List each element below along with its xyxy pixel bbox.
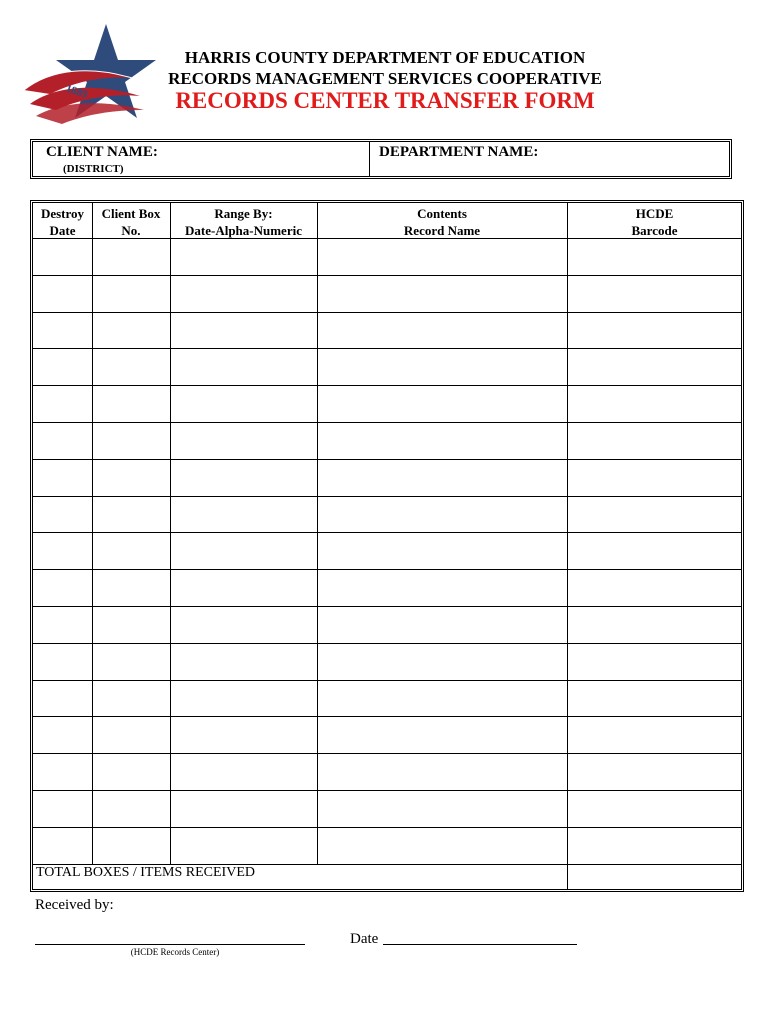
table-cell[interactable]: [567, 680, 741, 717]
table-cell[interactable]: [92, 827, 170, 864]
date-label: Date: [350, 931, 379, 947]
total-boxes-value-cell[interactable]: [567, 864, 741, 889]
table-cell[interactable]: [170, 532, 317, 569]
table-cell[interactable]: [170, 569, 317, 606]
table-cell[interactable]: [317, 606, 567, 643]
table-cell[interactable]: [33, 532, 92, 569]
table-cell[interactable]: [33, 385, 92, 422]
table-cell[interactable]: [33, 496, 92, 533]
table-cell[interactable]: [33, 827, 92, 864]
table-cell[interactable]: [33, 459, 92, 496]
table-cell[interactable]: [317, 385, 567, 422]
table-cell[interactable]: [567, 459, 741, 496]
table-cell[interactable]: [317, 680, 567, 717]
district-label: (DISTRICT): [63, 163, 124, 175]
table-cell[interactable]: [567, 348, 741, 385]
table-cell[interactable]: [567, 753, 741, 790]
table-cell[interactable]: [92, 459, 170, 496]
date-line[interactable]: [383, 944, 577, 945]
table-cell[interactable]: [567, 606, 741, 643]
table-cell[interactable]: [317, 643, 567, 680]
table-cell[interactable]: [170, 643, 317, 680]
hcde-logo: [22, 20, 162, 132]
col-header-barcode: HCDE Barcode: [631, 206, 678, 238]
table-cell[interactable]: [317, 790, 567, 827]
table-cell[interactable]: [170, 312, 317, 349]
table-cell[interactable]: [567, 532, 741, 569]
table-cell[interactable]: [567, 716, 741, 753]
table-cell[interactable]: [317, 312, 567, 349]
table-cell[interactable]: [567, 569, 741, 606]
records-table: [30, 200, 744, 892]
form-title: RECORDS CENTER TRANSFER FORM: [175, 88, 595, 113]
table-cell[interactable]: [92, 643, 170, 680]
signature-line[interactable]: [35, 944, 305, 945]
table-cell[interactable]: [33, 716, 92, 753]
table-cell[interactable]: [567, 312, 741, 349]
col-header-client-box: Client Box No.: [101, 206, 161, 238]
table-cell[interactable]: [33, 275, 92, 312]
table-cell[interactable]: [317, 496, 567, 533]
table-cell[interactable]: [170, 827, 317, 864]
table-cell[interactable]: [92, 496, 170, 533]
table-cell[interactable]: [92, 790, 170, 827]
col-header-destroy-date: Destroy Date: [40, 206, 85, 238]
department-name-label: DEPARTMENT NAME:: [379, 144, 539, 160]
table-cell[interactable]: [317, 716, 567, 753]
logo-year: 1889: [64, 82, 89, 101]
table-cell[interactable]: [92, 569, 170, 606]
client-divider: [369, 142, 370, 176]
table-cell[interactable]: [33, 312, 92, 349]
table-cell[interactable]: [317, 459, 567, 496]
table-cell[interactable]: [33, 753, 92, 790]
table-cell[interactable]: [567, 790, 741, 827]
table-cell[interactable]: [317, 348, 567, 385]
table-cell[interactable]: [317, 275, 567, 312]
table-cell[interactable]: [567, 385, 741, 422]
table-cell[interactable]: [92, 532, 170, 569]
table-cell[interactable]: [33, 606, 92, 643]
col-header-contents: Contents Record Name: [403, 206, 481, 238]
table-cell[interactable]: [567, 827, 741, 864]
table-cell[interactable]: [92, 422, 170, 459]
table-cell[interactable]: [317, 238, 567, 275]
records-center-caption: (HCDE Records Center): [130, 947, 220, 957]
table-cell[interactable]: [92, 275, 170, 312]
table-cell[interactable]: [170, 716, 317, 753]
org-name: HARRIS COUNTY DEPARTMENT OF EDUCATION: [184, 48, 586, 67]
table-cell[interactable]: [170, 275, 317, 312]
table-cell[interactable]: [33, 422, 92, 459]
table-cell[interactable]: [317, 827, 567, 864]
table-cell[interactable]: [567, 238, 741, 275]
star-ribbon-logo-icon: [22, 20, 162, 132]
table-cell[interactable]: [92, 680, 170, 717]
table-cell[interactable]: [33, 790, 92, 827]
table-cell[interactable]: [567, 422, 741, 459]
received-by-label: Received by:: [35, 897, 114, 913]
col-header-range-by: Range By: Date-Alpha-Numeric: [185, 206, 302, 238]
table-cell[interactable]: [567, 275, 741, 312]
table-cell[interactable]: [33, 569, 92, 606]
table-cell[interactable]: [170, 606, 317, 643]
table-cell[interactable]: [317, 532, 567, 569]
table-cell[interactable]: [92, 238, 170, 275]
table-cell[interactable]: [92, 385, 170, 422]
client-name-label: CLIENT NAME:: [46, 144, 158, 160]
table-cell[interactable]: [170, 459, 317, 496]
table-cell[interactable]: [92, 606, 170, 643]
table-cell[interactable]: [170, 348, 317, 385]
table-cell[interactable]: [92, 716, 170, 753]
table-cell[interactable]: [317, 569, 567, 606]
table-cell[interactable]: [170, 790, 317, 827]
table-cell[interactable]: [170, 680, 317, 717]
table-cell[interactable]: [567, 496, 741, 533]
table-cell[interactable]: [33, 643, 92, 680]
table-cell[interactable]: [567, 643, 741, 680]
table-cell[interactable]: [170, 496, 317, 533]
table-cell[interactable]: [33, 680, 92, 717]
table-cell[interactable]: [317, 753, 567, 790]
table-cell[interactable]: [170, 422, 317, 459]
table-cell[interactable]: [170, 753, 317, 790]
table-cell[interactable]: [170, 238, 317, 275]
table-cell[interactable]: [92, 312, 170, 349]
table-cell[interactable]: [33, 238, 92, 275]
client-info-box: [30, 139, 732, 179]
table-cell[interactable]: [92, 348, 170, 385]
table-cell[interactable]: [170, 385, 317, 422]
org-subname: RECORDS MANAGEMENT SERVICES COOPERATIVE: [168, 69, 602, 88]
total-boxes-label: TOTAL BOXES / ITEMS RECEIVED: [36, 865, 255, 880]
table-cell[interactable]: [92, 753, 170, 790]
table-cell[interactable]: [317, 422, 567, 459]
table-cell[interactable]: [33, 348, 92, 385]
